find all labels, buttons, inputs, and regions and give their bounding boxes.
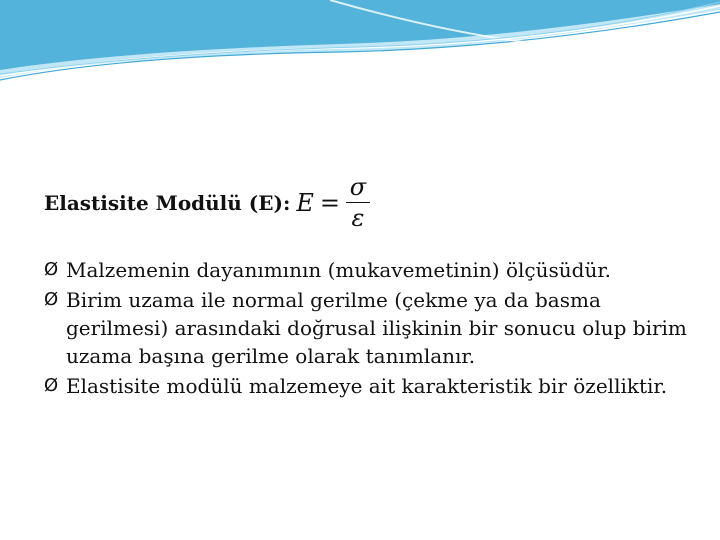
formula-lhs: E — [296, 188, 314, 217]
header-wave-decoration — [0, 0, 720, 95]
bullet-text: Birim uzama ile normal gerilme (çekme ya da basma gerilmesi) arasındaki doğrusal ilişkinin bir sonucu olup birim uzama başına gerilme olarak tanımlanır. — [66, 288, 687, 368]
formula-heading — [44, 174, 370, 231]
list-item — [44, 372, 694, 400]
elastic-modulus-formula — [296, 174, 370, 231]
arrow-bullet-icon: Ø — [44, 375, 59, 396]
formula-denominator: ε — [351, 204, 365, 232]
heading-label: Elastisite Modülü (E): — [44, 190, 291, 215]
fraction-bar — [346, 202, 370, 203]
bullet-list — [44, 256, 694, 402]
bullet-text: Malzemenin dayanımının (mukavemetinin) ölçüsüdür. — [66, 258, 612, 282]
arrow-bullet-icon: Ø — [44, 289, 59, 310]
bullet-text: Elastisite modülü malzemeye ait karakteristik bir özelliktir. — [66, 374, 668, 398]
formula-numerator: σ — [349, 173, 367, 201]
arrow-bullet-icon: Ø — [44, 259, 59, 280]
formula-equals: = — [319, 188, 340, 217]
list-item — [44, 256, 694, 284]
formula-fraction — [346, 174, 370, 231]
list-item — [44, 286, 694, 370]
